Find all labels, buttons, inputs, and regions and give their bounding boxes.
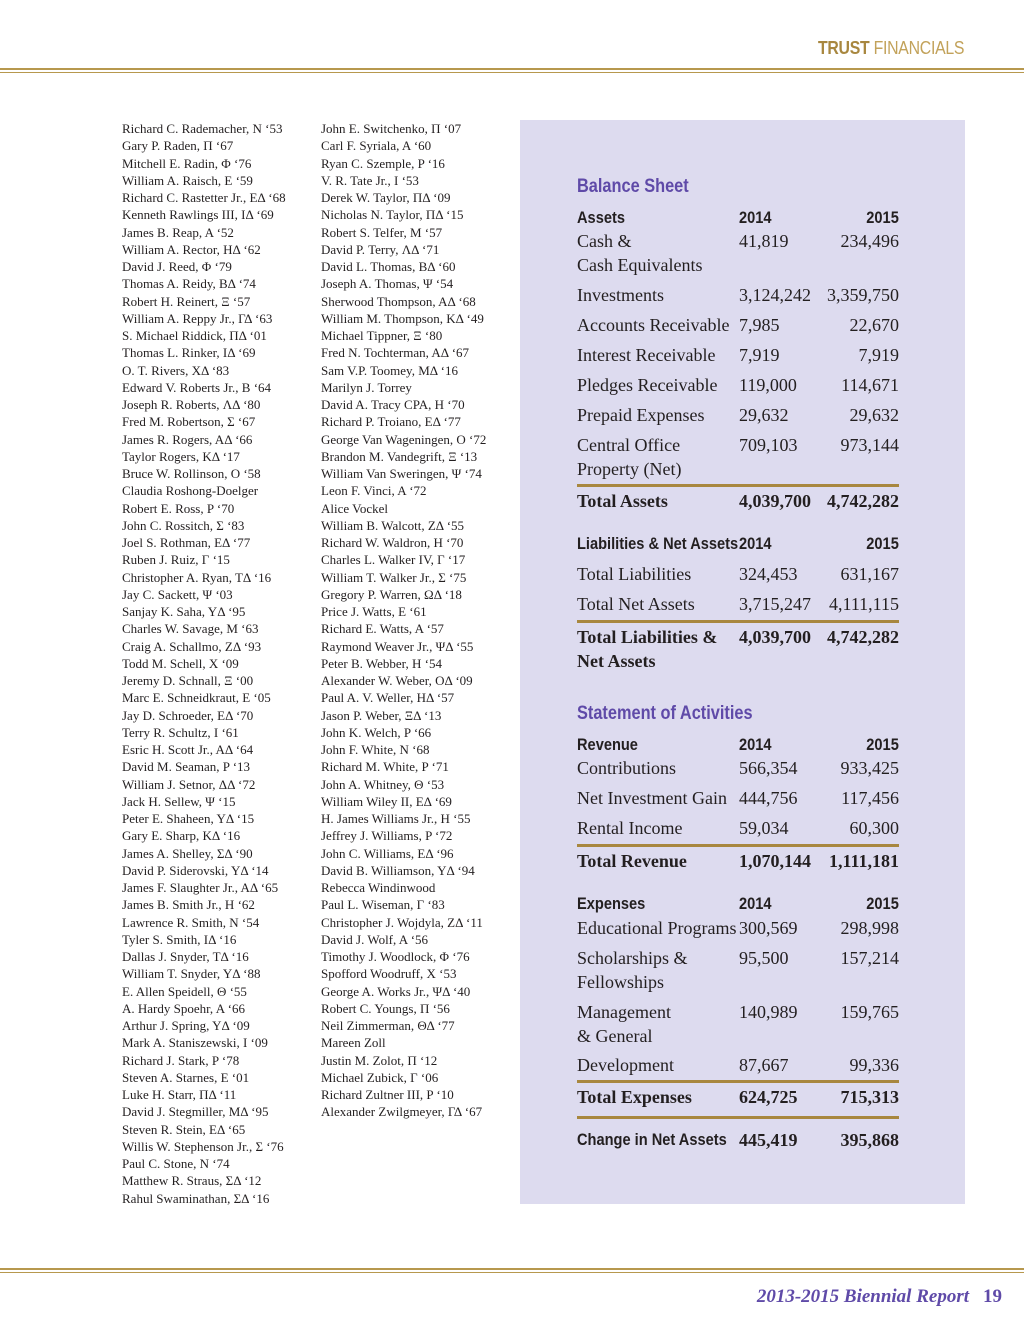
donor-name: Marilyn J. Torrey <box>321 379 412 395</box>
revenue-2015: 60,300 <box>849 818 899 838</box>
expense-label-line2: Fellowships <box>577 972 665 992</box>
assets-2015-label: 2015 <box>866 208 899 227</box>
liability-2014: 324,453 <box>739 564 798 584</box>
expenses-2015-label: 2015 <box>866 894 899 913</box>
donor-name: David B. Williamson, YΔ ‘94 <box>321 862 475 878</box>
expense-label: Educational Programs <box>577 918 737 938</box>
donor-name: Craig A. Schallmo, ZΔ ‘93 <box>122 638 262 654</box>
donor-name: Sanjay K. Saha, YΔ ‘95 <box>122 604 246 619</box>
donor-name: Jeffrey J. Williams, P ‘72 <box>321 828 453 844</box>
donor-name: Jay D. Schroeder, EΔ ‘70 <box>122 707 254 723</box>
revenue-2015: 117,456 <box>841 788 899 808</box>
donor-name: James F. Slaughter Jr., AΔ ‘65 <box>122 880 279 895</box>
asset-label: Interest Receivable <box>577 345 716 365</box>
donor-name: Brandon M. Vandegrift, Ξ ‘13 <box>321 448 478 464</box>
donor-name: Carl F. Syriala, A ‘60 <box>321 138 432 154</box>
revenue-2014-label: 2014 <box>739 735 772 754</box>
donor-name: Robert C. Youngs, Π ‘56 <box>321 1000 450 1016</box>
liability-label: Total Liabilities <box>577 564 692 584</box>
donor-name: George Van Wageningen, O ‘72 <box>321 431 487 447</box>
divider <box>577 844 899 847</box>
total-liabilities-2015: 4,742,282 <box>827 627 899 647</box>
asset-label: Pledges Receivable <box>577 375 718 395</box>
donor-name: Peter B. Webber, H ‘54 <box>321 655 442 671</box>
donor-name: Dallas J. Snyder, TΔ ‘16 <box>122 949 249 964</box>
asset-2015: 973,144 <box>840 435 899 455</box>
revenue-item-label: Net Investment Gain <box>577 788 727 808</box>
asset-2014: 29,632 <box>739 405 789 425</box>
bottom-rule <box>0 1268 1024 1274</box>
donor-name: Christopher J. Wojdyla, ZΔ ‘11 <box>321 914 483 930</box>
donor-name: Joel S. Rothman, EΔ ‘77 <box>122 535 251 550</box>
donor-name: O. T. Rivers, XΔ ‘83 <box>122 362 230 378</box>
asset-label-line2: Property (Net) <box>577 459 682 479</box>
asset-label: Accounts Receivable <box>577 315 730 335</box>
assets-label: Assets <box>577 208 625 227</box>
donor-names-column-2 <box>321 120 486 1121</box>
report-title: 2013-2015 Biennial Report <box>756 1286 969 1307</box>
donor-name: William B. Walcott, ZΔ ‘55 <box>321 517 465 533</box>
donor-name: Steven A. Starnes, E ‘01 <box>122 1069 250 1085</box>
donor-name: A. Hardy Spoehr, A ‘66 <box>122 1000 245 1016</box>
donor-name: Michael Tippner, Ξ ‘80 <box>321 328 443 343</box>
donor-name: Arthur J. Spring, YΔ ‘09 <box>122 1018 250 1033</box>
donor-name: Alexander Zwilgmeyer, ΓΔ ‘67 <box>321 1104 483 1120</box>
donor-name: Marc E. Schneidkraut, E ‘05 <box>122 690 271 706</box>
revenue-item-label: Contributions <box>577 758 677 778</box>
donor-name: Robert E. Ross, P ‘70 <box>122 500 235 516</box>
donor-name: Richard M. White, P ‘71 <box>321 759 449 775</box>
asset-label: Central Office <box>577 435 681 455</box>
donor-name: Charles L. Walker IV, Γ ‘17 <box>321 552 466 568</box>
donor-name: Jay C. Sackett, Ψ ‘03 <box>122 586 233 602</box>
total-liabilities-label: Total Liabilities & <box>577 627 718 647</box>
asset-label: Prepaid Expenses <box>577 405 705 425</box>
asset-2015: 7,919 <box>858 345 899 365</box>
donor-name: Rahul Swaminathan, ΣΔ ‘16 <box>122 1190 270 1206</box>
donor-name: Thomas L. Rinker, IΔ ‘69 <box>122 345 256 361</box>
liabilities-label: Liabilities & Net Assets <box>577 534 739 553</box>
total-expenses-2015: 715,313 <box>840 1087 899 1107</box>
revenue-2015: 933,425 <box>840 758 899 778</box>
donor-name: Jeremy D. Schnall, Ξ ‘00 <box>122 673 254 688</box>
donor-name: Richard C. Rademacher, N ‘53 <box>122 121 283 136</box>
total-liabilities-label-line2: Net Assets <box>577 651 656 671</box>
change-2014: 445,419 <box>739 1130 798 1150</box>
expense-2015: 298,998 <box>840 918 899 938</box>
donor-name: William A. Rector, HΔ ‘62 <box>122 241 261 257</box>
total-revenue-label: Total Revenue <box>577 851 687 871</box>
asset-label-line2: Cash Equivalents <box>577 255 703 275</box>
financial-panel <box>520 120 965 1204</box>
donor-name: Charles W. Savage, M ‘63 <box>122 621 259 637</box>
donor-name: John C. Williams, EΔ ‘96 <box>321 845 454 861</box>
donor-name: William A. Reppy Jr., ΓΔ ‘63 <box>122 310 273 326</box>
expense-2015: 159,765 <box>840 1002 899 1022</box>
liability-label: Total Net Assets <box>577 594 695 614</box>
expense-2015: 157,214 <box>840 948 899 968</box>
revenue-2014: 566,354 <box>739 758 798 778</box>
donor-name: Robert H. Reinert, Ξ ‘57 <box>122 293 251 309</box>
expense-2014: 140,989 <box>739 1002 798 1022</box>
donor-name: Mitchell E. Radin, Φ ‘76 <box>122 155 252 171</box>
liability-2015: 631,167 <box>840 564 899 584</box>
expense-label-line2: & General <box>577 1026 653 1046</box>
asset-2015: 3,359,750 <box>827 285 899 305</box>
donor-name: Peter E. Shaheen, YΔ ‘15 <box>122 811 255 826</box>
total-assets-2014: 4,039,700 <box>739 491 811 511</box>
total-expenses-2014: 624,725 <box>739 1087 798 1107</box>
donor-name: Christopher A. Ryan, TΔ ‘16 <box>122 569 272 585</box>
activities-title: Statement of Activities <box>577 703 753 724</box>
donor-names-column-1 <box>122 120 286 1207</box>
asset-2014: 7,919 <box>739 345 780 365</box>
donor-name: Claudia Roshong-Doelger <box>122 483 259 499</box>
asset-2015: 114,671 <box>841 375 899 395</box>
donor-name: Richard P. Troiano, EΔ ‘77 <box>321 414 461 430</box>
donor-name: Richard Zultner III, P ‘10 <box>321 1087 454 1102</box>
donor-name: H. James Williams Jr., H ‘55 <box>321 811 471 826</box>
donor-name: Matthew R. Straus, ΣΔ ‘12 <box>122 1173 262 1189</box>
donor-name: David L. Thomas, BΔ ‘60 <box>321 259 456 274</box>
donor-name: Sam V.P. Toomey, MΔ ‘16 <box>321 362 458 378</box>
donor-name: Taylor Rogers, KΔ ‘17 <box>122 448 240 464</box>
donor-name: Richard J. Stark, P ‘78 <box>122 1052 240 1068</box>
liabilities-2014-label: 2014 <box>739 534 772 553</box>
donor-name: David P. Siderovski, YΔ ‘14 <box>122 862 269 878</box>
donor-name: Edward V. Roberts Jr., B ‘64 <box>122 379 272 395</box>
donor-name: Ruben J. Ruiz, Γ ‘15 <box>122 552 230 568</box>
donor-name: David P. Terry, ΛΔ ‘71 <box>321 241 440 257</box>
liabilities-2015-label: 2015 <box>866 534 899 553</box>
asset-label: Cash & <box>577 231 632 251</box>
liability-2014: 3,715,247 <box>739 594 811 614</box>
total-revenue-2015: 1,111,181 <box>828 851 899 871</box>
expense-2014: 87,667 <box>739 1055 789 1075</box>
section-header <box>818 38 964 59</box>
donor-name: John C. Rossitch, Σ ‘83 <box>122 517 245 533</box>
donor-name: James A. Shelley, ΣΔ ‘90 <box>122 845 253 861</box>
donor-name: Gary P. Raden, Π ‘67 <box>122 138 234 154</box>
donor-name: Raymond Weaver Jr., ΨΔ ‘55 <box>321 638 474 654</box>
donor-name: Gregory P. Warren, ΩΔ ‘18 <box>321 586 462 602</box>
donor-name: John F. White, N ‘68 <box>321 742 430 757</box>
donor-name: Leon F. Vinci, A ‘72 <box>321 483 427 499</box>
donor-name: Price J. Watts, E ‘61 <box>321 604 427 619</box>
donor-name: S. Michael Riddick, ΠΔ ‘01 <box>122 328 267 343</box>
donor-name: Terry R. Schultz, I ‘61 <box>122 724 239 740</box>
donor-name: David J. Stegmiller, MΔ ‘95 <box>122 1104 269 1120</box>
header-trust: TRUST <box>817 38 870 58</box>
donor-name: Fred M. Robertson, Σ ‘67 <box>122 414 256 430</box>
donor-name: James B. Smith Jr., H ‘62 <box>122 897 255 913</box>
donor-name: Steven R. Stein, EΔ ‘65 <box>122 1121 246 1137</box>
donor-name: Derek W. Taylor, ΠΔ ‘09 <box>321 190 451 205</box>
expense-label: Scholarships & <box>577 948 688 968</box>
donor-name: George A. Works Jr., ΨΔ ‘40 <box>321 983 471 999</box>
revenue-label: Revenue <box>577 735 638 754</box>
donor-name: Alice Vockel <box>321 500 389 516</box>
donor-name: Kenneth Rawlings III, IΔ ‘69 <box>122 207 274 223</box>
donor-name: William M. Thompson, KΔ ‘49 <box>321 310 484 326</box>
donor-name: Tyler S. Smith, IΔ ‘16 <box>122 931 237 947</box>
donor-name: William A. Raisch, E ‘59 <box>122 172 253 188</box>
donor-name: Thomas A. Reidy, BΔ ‘74 <box>122 276 256 292</box>
donor-name: Todd M. Schell, X ‘09 <box>122 655 239 671</box>
total-assets-label: Total Assets <box>577 491 668 511</box>
asset-2014: 41,819 <box>739 231 789 251</box>
donor-name: Richard W. Waldron, H ‘70 <box>321 535 464 550</box>
donor-name: David J. Wolf, A ‘56 <box>321 931 429 947</box>
asset-label: Investments <box>577 285 664 305</box>
donor-name: William J. Setnor, ΔΔ ‘72 <box>122 776 256 792</box>
change-label: Change in Net Assets <box>577 1130 727 1149</box>
donor-name: Sherwood Thompson, AΔ ‘68 <box>321 293 476 309</box>
divider <box>577 620 899 623</box>
donor-name: Richard C. Rastetter Jr., EΔ ‘68 <box>122 190 286 205</box>
revenue-item-label: Rental Income <box>577 818 683 838</box>
expense-2015: 99,336 <box>849 1055 899 1075</box>
donor-name: Nicholas N. Taylor, ΠΔ ‘15 <box>321 207 464 223</box>
revenue-2014: 59,034 <box>739 818 789 838</box>
donor-name: Mark A. Staniszewski, I ‘09 <box>122 1035 268 1051</box>
donor-name: Paul C. Stone, N ‘74 <box>122 1156 230 1171</box>
expense-label: Development <box>577 1055 674 1075</box>
donor-name: William Van Sweringen, Ψ ‘74 <box>321 466 482 481</box>
donor-name: Michael Zubick, Γ ‘06 <box>321 1069 439 1085</box>
donor-name: Joseph R. Roberts, ΛΔ ‘80 <box>122 397 261 412</box>
divider <box>577 1116 899 1119</box>
revenue-2015-label: 2015 <box>866 735 899 754</box>
expense-label: Management <box>577 1002 671 1022</box>
donor-name: James B. Reap, A ‘52 <box>122 224 234 240</box>
asset-2014: 3,124,242 <box>739 285 811 305</box>
header-financials: FINANCIALS <box>873 38 964 58</box>
total-revenue-2014: 1,070,144 <box>739 851 811 871</box>
donor-name: William Wiley II, EΔ ‘69 <box>321 793 452 809</box>
footer <box>757 1286 1002 1308</box>
total-liabilities-2014: 4,039,700 <box>739 627 811 647</box>
donor-name: John E. Switchenko, Π ‘07 <box>321 121 462 136</box>
donor-name: Neil Zimmerman, ΘΔ ‘77 <box>321 1018 455 1033</box>
liability-2015: 4,111,115 <box>829 594 899 614</box>
assets-2014-label: 2014 <box>739 208 772 227</box>
donor-name: Paul A. V. Weller, HΔ ‘57 <box>321 690 455 706</box>
donor-name: Luke H. Starr, ΠΔ ‘11 <box>122 1087 237 1102</box>
donor-name: Willis W. Stephenson Jr., Σ ‘76 <box>122 1138 284 1154</box>
donor-name: Jack H. Sellew, Ψ ‘15 <box>122 793 236 809</box>
change-2015: 395,868 <box>840 1130 899 1150</box>
donor-name: Alexander W. Weber, OΔ ‘09 <box>321 673 473 688</box>
donor-name: Jason P. Weber, ΞΔ ‘13 <box>321 707 442 723</box>
balance-sheet-title: Balance Sheet <box>577 176 689 197</box>
expenses-label: Expenses <box>577 894 646 913</box>
donor-name: William T. Snyder, YΔ ‘88 <box>122 966 261 982</box>
donor-name: Lawrence R. Smith, N ‘54 <box>122 914 260 930</box>
total-expenses-label: Total Expenses <box>577 1087 692 1107</box>
donor-name: David J. Reed, Φ ‘79 <box>122 259 232 274</box>
donor-name: Paul L. Wiseman, Γ ‘83 <box>321 897 445 913</box>
donor-name: V. R. Tate Jr., I ‘53 <box>321 172 419 188</box>
total-assets-2015: 4,742,282 <box>827 491 899 511</box>
donor-name: Mareen Zoll <box>321 1035 386 1051</box>
donor-name: Timothy J. Woodlock, Φ ‘76 <box>321 949 470 964</box>
top-rule <box>0 68 1024 74</box>
donor-name: Justin M. Zolot, Π ‘12 <box>321 1052 438 1068</box>
donor-name: David A. Tracy CPA, H ‘70 <box>321 397 465 412</box>
donor-name: Robert S. Telfer, M ‘57 <box>321 224 443 240</box>
divider <box>577 1080 899 1083</box>
revenue-2014: 444,756 <box>739 788 798 808</box>
donor-name: E. Allen Speidell, Θ ‘55 <box>122 983 247 999</box>
donor-name: David M. Seaman, P ‘13 <box>122 759 251 775</box>
divider <box>577 484 899 487</box>
donor-name: Bruce W. Rollinson, O ‘58 <box>122 466 261 481</box>
asset-2014: 7,985 <box>739 315 780 335</box>
donor-name: Esric H. Scott Jr., AΔ ‘64 <box>122 742 254 757</box>
donor-name: John K. Welch, P ‘66 <box>321 724 432 740</box>
expenses-2014-label: 2014 <box>739 894 772 913</box>
donor-name: John A. Whitney, Θ ‘53 <box>321 776 445 792</box>
asset-2015: 29,632 <box>849 405 899 425</box>
donor-name: Ryan C. Szemple, P ‘16 <box>321 155 445 171</box>
donor-name: Richard E. Watts, A ‘57 <box>321 621 444 637</box>
asset-2015: 234,496 <box>840 231 899 251</box>
donor-name: Gary E. Sharp, KΔ ‘16 <box>122 828 241 844</box>
donor-name: Fred N. Tochterman, AΔ ‘67 <box>321 345 470 361</box>
donor-name: Joseph A. Thomas, Ψ ‘54 <box>321 276 454 292</box>
expense-2014: 300,569 <box>739 918 798 938</box>
asset-2014: 709,103 <box>739 435 798 455</box>
asset-2015: 22,670 <box>849 315 899 335</box>
donor-name: Rebecca Windinwood <box>321 880 436 895</box>
page-number: 19 <box>983 1286 1002 1307</box>
donor-name: William T. Walker Jr., Σ ‘75 <box>321 569 467 585</box>
expense-2014: 95,500 <box>739 948 789 968</box>
asset-2014: 119,000 <box>739 375 797 395</box>
donor-name: James R. Rogers, AΔ ‘66 <box>122 431 253 447</box>
donor-name: Spofford Woodruff, X ‘53 <box>321 966 457 982</box>
